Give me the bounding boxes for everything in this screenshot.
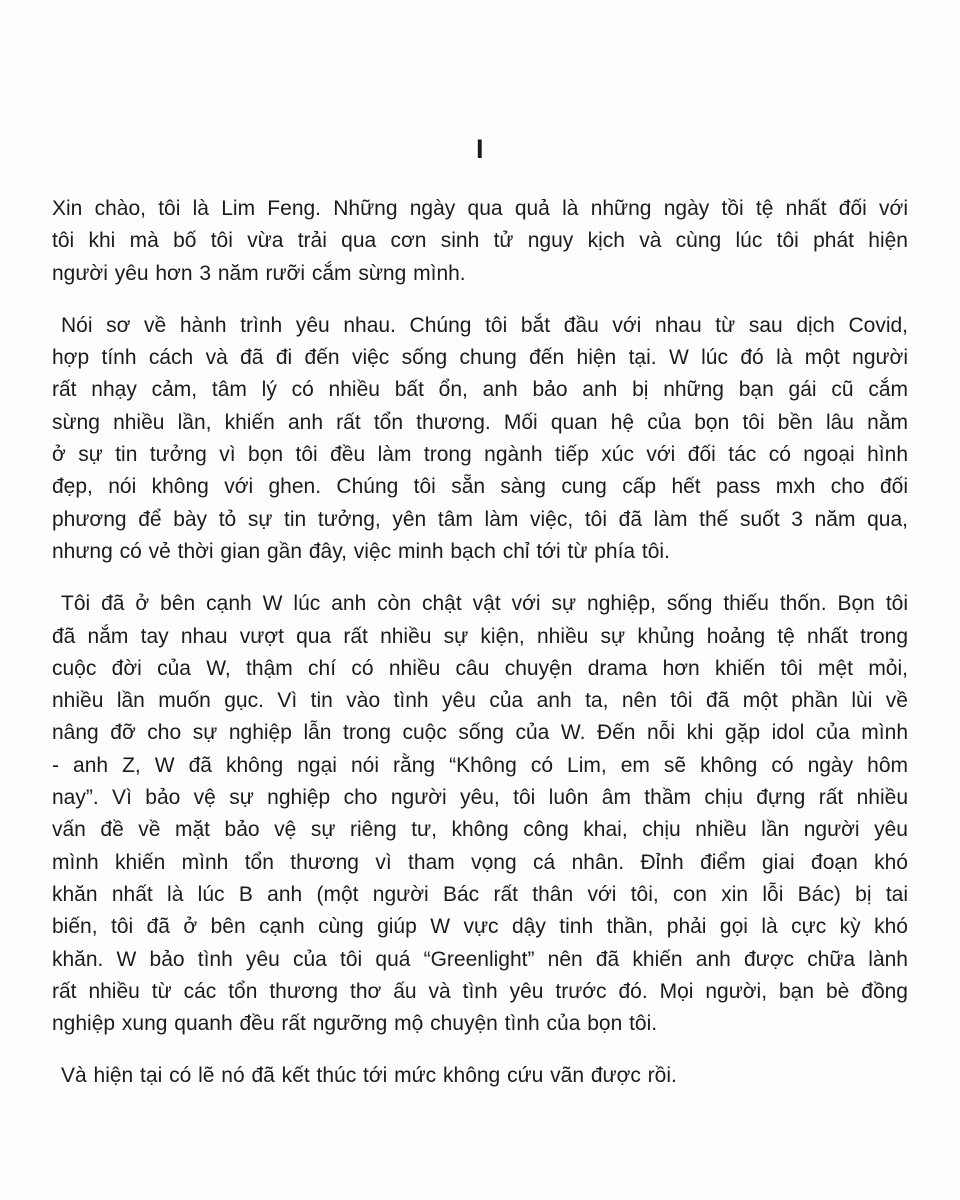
text-line: sừng nhiều lần, khiến anh rất tổn thương. Mối quan hệ của bọn tôi bền lâu nằm (52, 410, 908, 434)
text-line: hợp tính cách và đã đi đến việc sống chung đến hiện tại. W lúc đó là một người (52, 346, 908, 370)
text-line: khăn. W bảo tình yêu của tôi quá “Greenlight” nên đã khiến anh được chữa lành (52, 947, 908, 971)
paragraph (52, 310, 908, 568)
text-line: đẹp, nói không với ghen. Chúng tôi sẵn sàng cung cấp hết pass mxh cho đối (52, 475, 908, 499)
text-line: đã nắm tay nhau vượt qua rất nhiều sự kiện, nhiều sự khủng hoảng tệ nhất trong (52, 624, 908, 648)
text-line: Tôi đã ở bên cạnh W lúc anh còn chật vật với sự nghiệp, sống thiếu thốn. Bọn tôi (61, 592, 908, 616)
text-line: mình khiến mình tổn thương vì tham vọng cá nhân. Đỉnh điểm giai đoạn khó (52, 850, 908, 874)
text-line: cuộc đời của W, thậm chí có nhiều câu chuyện drama hơn khiến tôi mệt mỏi, (52, 656, 908, 680)
text-line: tôi khi mà bố tôi vừa trải qua cơn sinh tử nguy kịch và cùng lúc tôi phát hiện (52, 229, 908, 253)
text-line: người yêu hơn 3 năm rưỡi cắm sừng mình. (52, 261, 466, 285)
text-body (0, 193, 960, 1093)
text-line: phương để bày tỏ sự tin tưởng, yên tâm làm việc, tôi đã làm thế suốt 3 năm qua, (52, 507, 908, 531)
text-line: Nói sơ về hành trình yêu nhau. Chúng tôi bắt đầu với nhau từ sau dịch Covid, (61, 313, 908, 337)
text-line: - anh Z, W đã không ngại nói rằng “Không có Lim, em sẽ không có ngày hôm (52, 753, 908, 777)
text-line: ở sự tin tưởng vì bọn tôi đều làm trong ngành tiếp xúc với đối tác có ngoại hình (52, 443, 908, 467)
text-line: nâng đỡ cho sự nghiệp lẫn trong cuộc sống của W. Đến nỗi khi gặp idol của mình (52, 721, 908, 745)
text-line: vấn đề về mặt bảo vệ sự riêng tư, không công khai, chịu nhiều lần người yêu (52, 818, 908, 842)
text-line: nhưng có vẻ thời gian gần đây, việc minh bạch chỉ tới từ phía tôi. (52, 539, 670, 563)
paragraph (52, 193, 908, 290)
paragraph (52, 1060, 908, 1092)
chapter-heading: I (475, 134, 484, 164)
text-line: rất nhiều từ các tổn thương thơ ấu và tình yêu trước đó. Mọi người, bạn bè đồng (52, 979, 908, 1003)
text-line: rất nhạy cảm, tâm lý có nhiều bất ổn, anh bảo anh bị những bạn gái cũ cắm (52, 378, 908, 402)
text-line: nay”. Vì bảo vệ sự nghiệp cho người yêu, tôi luôn âm thầm chịu đựng rất nhiều (52, 786, 908, 810)
text-line: Và hiện tại có lẽ nó đã kết thúc tới mức không cứu vãn được rồi. (61, 1064, 677, 1088)
paragraph (52, 588, 908, 1040)
text-line: nhiều lần muốn gục. Vì tin vào tình yêu của anh ta, nên tôi đã một phần lùi về (52, 689, 908, 713)
text-line: nghiệp xung quanh đều rất ngưỡng mộ chuyện tình của bọn tôi. (52, 1012, 658, 1036)
text-line: biến, tôi đã ở bên cạnh cùng giúp W vực dậy tinh thần, phải gọi là cực kỳ khó (52, 915, 908, 939)
text-line: khăn nhất là lúc B anh (một người Bác rất thân với tôi, con xin lỗi Bác) bị tai (52, 882, 908, 906)
text-line: Xin chào, tôi là Lim Feng. Những ngày qua quả là những ngày tồi tệ nhất đối với (52, 197, 908, 220)
